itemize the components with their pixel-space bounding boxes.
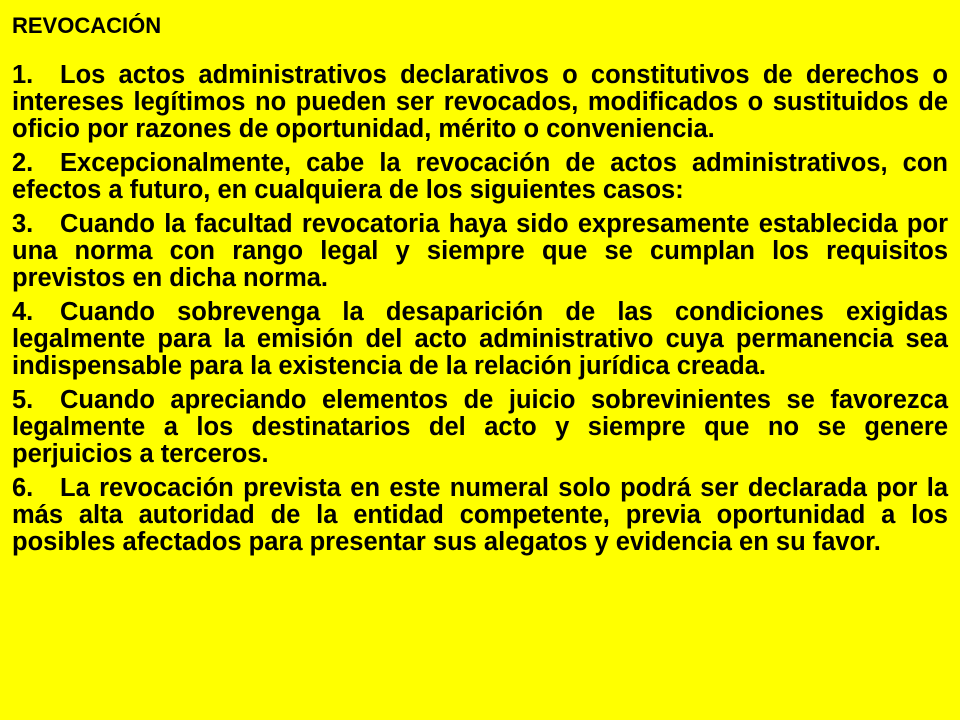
item-number: 1. [12, 61, 34, 89]
item-number: 4. [12, 298, 34, 326]
item-text: Los actos administrativos declarativos o constitutivos de derechos o intereses legítimos no pueden ser revocados, modificados o sustituidos de oficio por razones de oportunidad, mérito o conveniencia. [12, 61, 948, 143]
list-item [12, 211, 948, 292]
item-text: Cuando sobrevenga la desaparición de las condiciones exigidas legalmente para la emisión del acto administrativo cuya permanencia sea indispensable para la existencia de la relación jurídica creada. [12, 298, 948, 380]
item-number: 2. [12, 149, 34, 177]
item-text: La revocación prevista en este numeral solo podrá ser declarada por la más alta autoridad de la entidad competente, previa oportunidad a los posibles afectados para presentar sus alegatos y evidencia en su favor. [12, 474, 948, 556]
list-item [12, 150, 948, 204]
page-title: REVOCACIÓN [12, 13, 162, 38]
item-text: Cuando apreciando elementos de juicio sobrevinientes se favorezca legalmente a los destinatarios del acto y siempre que no se genere perjuicios a terceros. [12, 386, 948, 468]
list-item [12, 299, 948, 380]
item-number: 6. [12, 474, 34, 502]
list-item [12, 475, 948, 556]
list-item [12, 62, 948, 143]
item-number: 3. [12, 210, 34, 238]
item-text: Cuando la facultad revocatoria haya sido expresamente establecida por una norma con rango legal y siempre que se cumplan los requisitos previstos en dicha norma. [12, 210, 948, 292]
list-item [12, 387, 948, 468]
article-list [12, 62, 948, 556]
item-text: Excepcionalmente, cabe la revocación de actos administrativos, con efectos a futuro, en cualquiera de los siguientes casos: [12, 149, 948, 204]
item-number: 5. [12, 386, 34, 414]
